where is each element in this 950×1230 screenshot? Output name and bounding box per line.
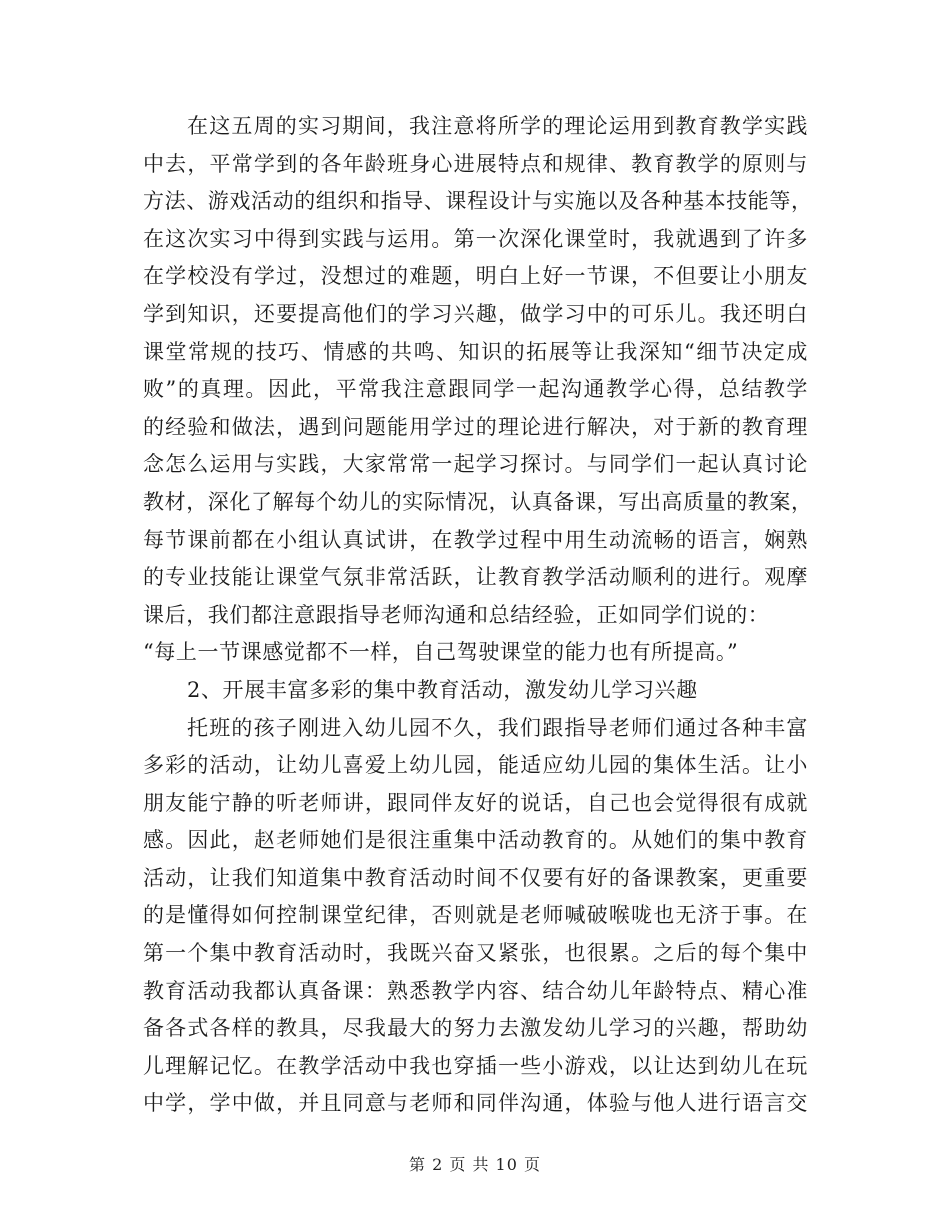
- text-line: 儿理解记忆。在教学活动中我也穿插一些小游戏，以让达到幼儿在玩: [143, 1053, 808, 1078]
- text-line: 教材，深化了解每个幼儿的实际情况，认真备课，写出高质量的教案，: [143, 489, 813, 514]
- text-line: 每节课前都在小组认真试讲，在教学过程中用生动流畅的语言，娴熟: [143, 527, 808, 552]
- body-text: [143, 108, 813, 1123]
- page-footer: [0, 1152, 950, 1175]
- section-heading: 2、开展丰富多彩的集中教育活动，激发幼儿学习兴趣: [187, 677, 698, 702]
- text-line: 活动，让我们知道集中教育活动时间不仅要有好的备课教案，更重要: [143, 865, 808, 890]
- text-line: 托班的孩子刚进入幼儿园不久，我们跟指导老师们通过各种丰富: [187, 715, 808, 740]
- footer-suffix: 页: [524, 1155, 542, 1174]
- text-line: 念怎么运用与实践，大家常常一起学习探讨。与同学们一起认真讨论: [143, 452, 808, 477]
- text-line: “每上一节课感觉都不一样，自己驾驶课堂的能力也有所提高。”: [143, 640, 739, 665]
- footer-total-pages: 10: [495, 1155, 518, 1174]
- text-line: 在学校没有学过，没想过的难题，明白上好一节课，不但要让小朋友: [143, 264, 808, 289]
- text-line: 学到知识，还要提高他们的学习兴趣，做学习中的可乐儿。我还明白: [143, 301, 808, 326]
- text-line: 的是懂得如何控制课堂纪律，否则就是老师喊破喉咙也无济于事。在: [143, 903, 808, 928]
- text-line: 课后，我们都注意跟指导老师沟通和总结经验，正如同学们说的：: [143, 602, 770, 627]
- text-line: 中学，学中做，并且同意与老师和同伴沟通，体验与他人进行语言交: [143, 1091, 808, 1116]
- text-line: 的专业技能让课堂气氛非常活跃，让教育教学活动顺利的进行。观摩: [143, 565, 808, 590]
- text-line: 方法、游戏活动的组织和指导、课程设计与实施以及各种基本技能等，: [143, 189, 813, 214]
- text-line: 感。因此，赵老师她们是很注重集中活动教育的。从她们的集中教育: [143, 828, 808, 853]
- text-line: 多彩的活动，让幼儿喜爱上幼儿园，能适应幼儿园的集体生活。让小: [143, 753, 808, 778]
- footer-page-number: 2: [432, 1155, 444, 1174]
- text-line: 中去，平常学到的各年龄班身心进展特点和规律、教育教学的原则与: [143, 151, 808, 176]
- text-line: 教育活动我都认真备课：熟悉教学内容、结合幼儿年龄特点、精心准: [143, 978, 808, 1003]
- text-line: 第一个集中教育活动时，我既兴奋又紧张，也很累。之后的每个集中: [143, 941, 808, 966]
- footer-middle: 页 共: [449, 1155, 490, 1174]
- text-line: 朋友能宁静的听老师讲，跟同伴友好的说话，自己也会觉得很有成就: [143, 790, 808, 815]
- text-line: 败”的真理。因此，平常我注意跟同学一起沟通教学心得，总结教学: [143, 377, 808, 402]
- text-line: 在这次实习中得到实践与运用。第一次深化课堂时，我就遇到了许多: [143, 226, 808, 251]
- text-line: 备各式各样的教具，尽我最大的努力去激发幼儿学习的兴趣，帮助幼: [143, 1016, 808, 1041]
- text-line: 在这五周的实习期间，我注意将所学的理论运用到教育教学实践: [187, 114, 808, 138]
- footer-prefix: 第: [408, 1155, 426, 1174]
- text-line: 的经验和做法，遇到问题能用学过的理论进行解决，对于新的教育理: [143, 414, 808, 439]
- text-line: 课堂常规的技巧、情感的共鸣、知识的拓展等让我深知“细节决定成: [143, 339, 808, 364]
